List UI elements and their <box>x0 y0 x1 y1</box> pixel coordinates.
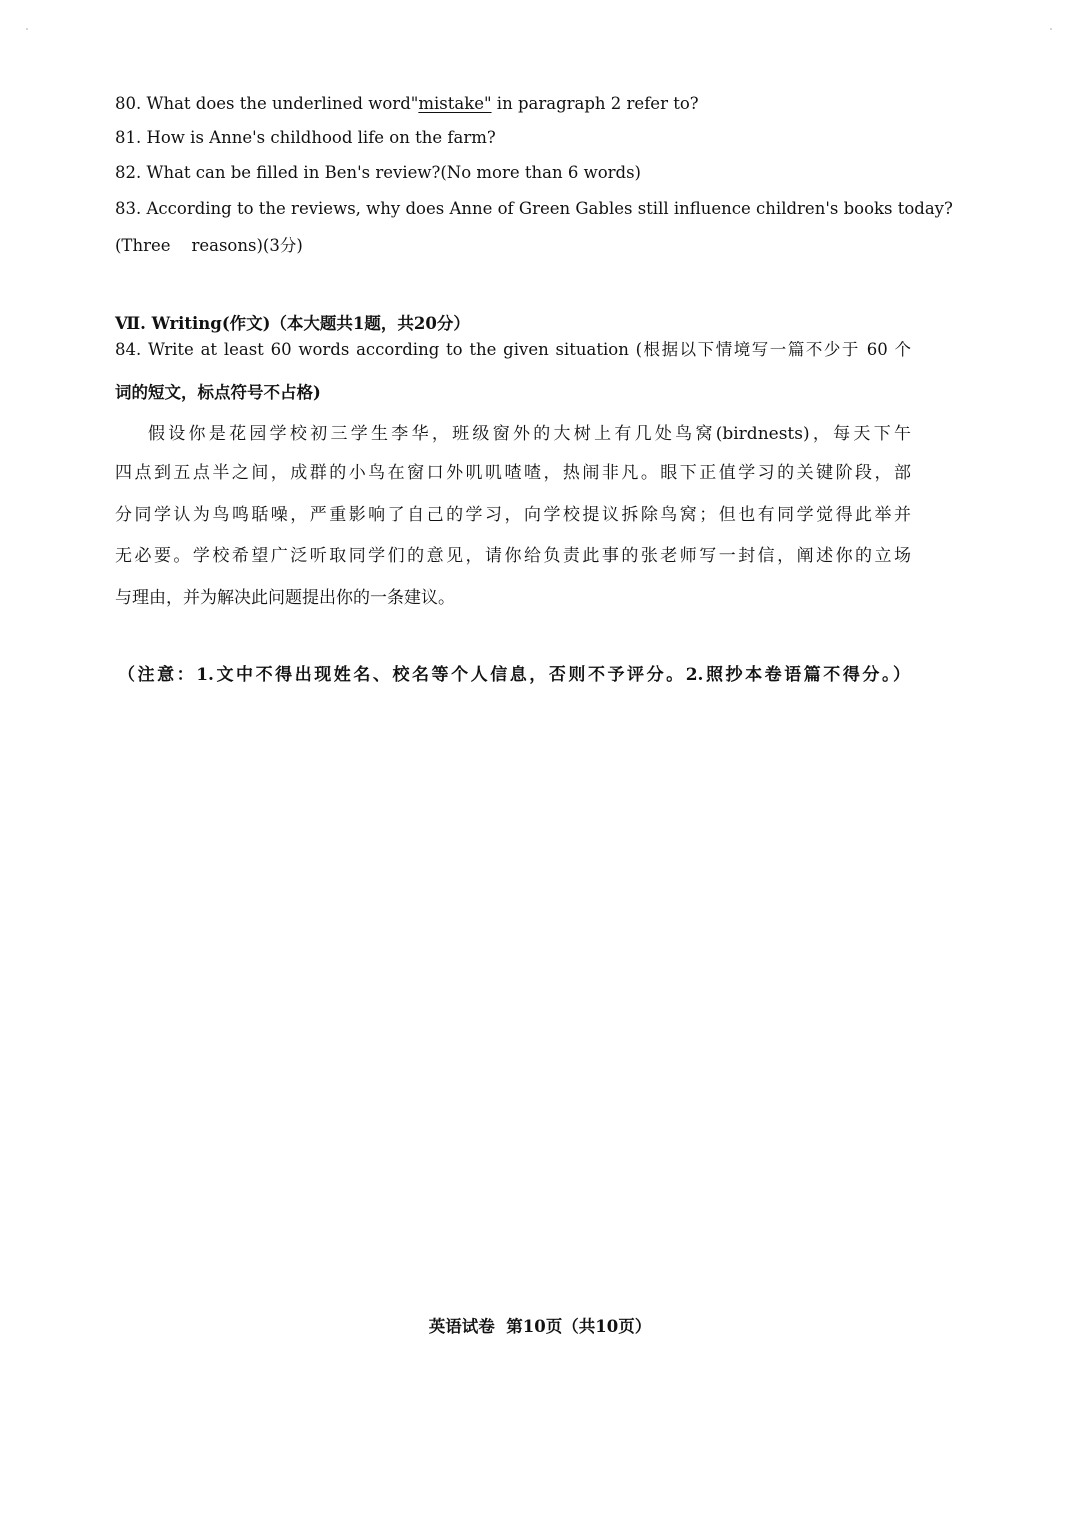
underlined-word: mistake" <box>418 94 492 113</box>
scan-speck <box>1050 28 1052 30</box>
scan-speck <box>26 28 28 30</box>
question-84-line-2: 词的短文，标点符号不占格) <box>115 383 321 402</box>
question-81: 81. How is Anne's childhood life on the farm? <box>115 128 496 147</box>
question-82: 82. What can be filled in Ben's review?(No more than 6 words) <box>115 163 641 182</box>
situation-line-5: 与理由，并为解决此问题提出你的一条建议。 <box>115 588 455 608</box>
writing-note: （注意：1.文中不得出现姓名、校名等个人信息，否则不予评分。2.照抄本卷语篇不得分。） <box>118 665 910 685</box>
situation-line-4: 无必要。学校希望广泛听取同学们的意见，请你给负责此事的张老师写一封信，阐述你的立场 <box>115 546 911 566</box>
question-80-text-before: 80. What does the underlined word" <box>115 94 419 113</box>
situation-line-3: 分同学认为鸟鸣聒噪，严重影响了自己的学习，向学校提议拆除鸟窝；但也有同学觉得此举并 <box>115 505 911 525</box>
situation-line-1: 假设你是花园学校初三学生李华，班级窗外的大树上有几处鸟窝(birdnests)，每天下午 <box>148 424 911 444</box>
question-80-text-after: in paragraph 2 refer to? <box>491 94 699 113</box>
question-84-line-1: 84. Write at least 60 words according to the given situation (根据以下情境写一篇不少于 60 个 <box>115 340 911 359</box>
page-footer: 英语试卷 第10页（共10页） <box>428 1317 652 1336</box>
question-83-line-1: 83. According to the reviews, why does Anne of Green Gables still influence children's books today? <box>115 199 953 218</box>
situation-line-2: 四点到五点半之间，成群的小鸟在窗口外叽叽喳喳，热闹非凡。眼下正值学习的关键阶段，部 <box>115 463 911 483</box>
section-title-writing: Ⅶ. Writing(作文)（本大题共1题，共20分） <box>115 314 470 333</box>
question-80 <box>115 93 699 115</box>
question-83-line-2: (Three reasons)(3分) <box>115 236 303 255</box>
